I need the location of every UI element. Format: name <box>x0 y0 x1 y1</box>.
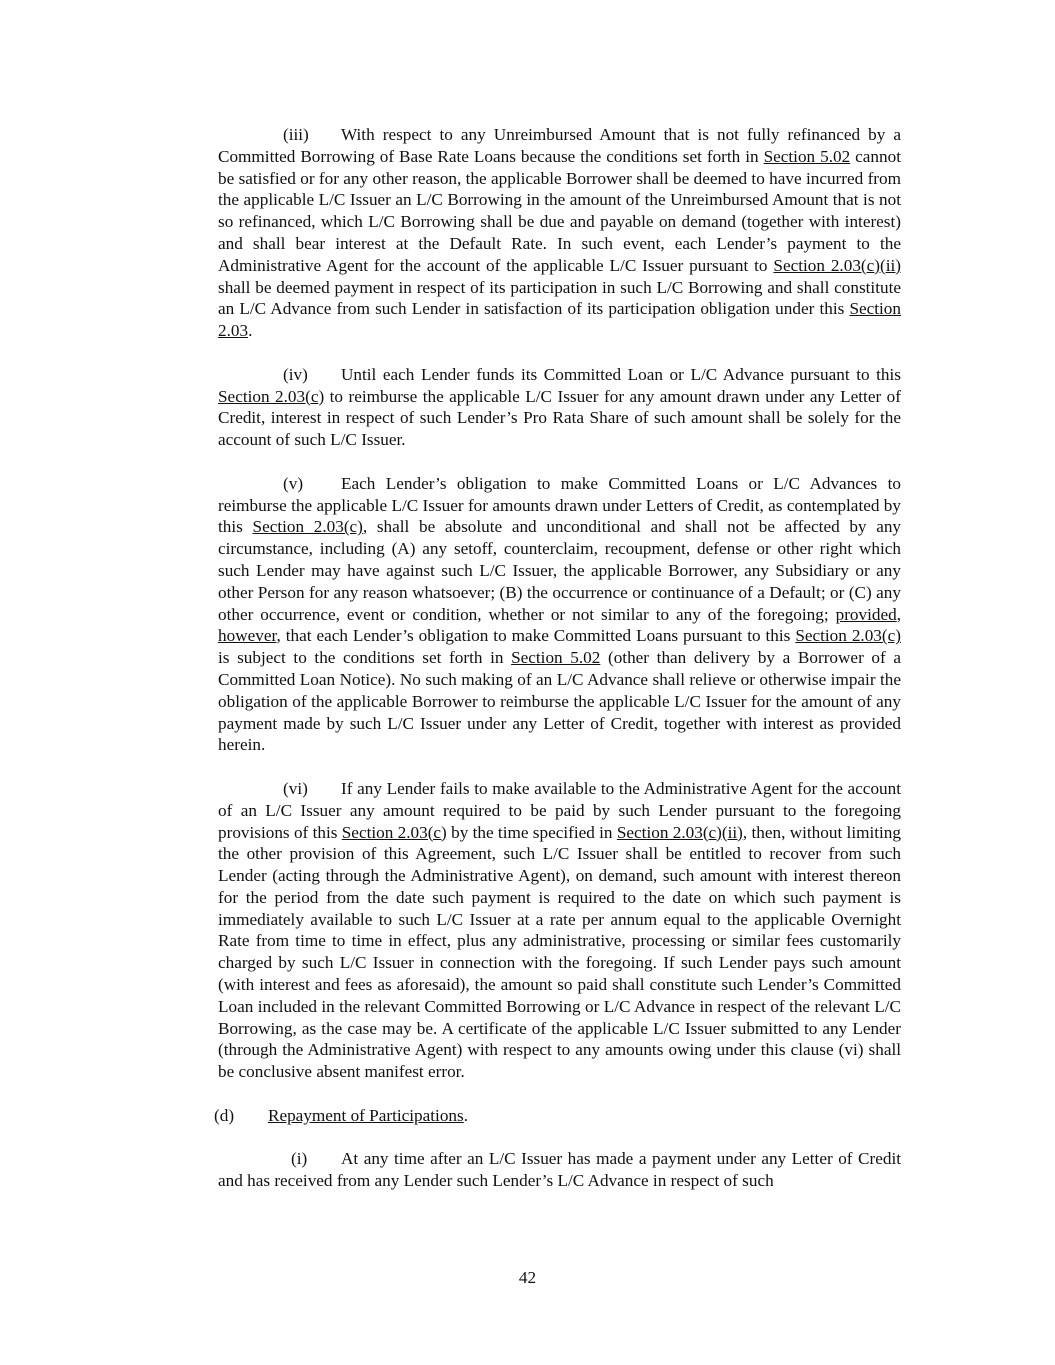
section-number: (d) <box>214 1105 235 1125</box>
paragraph-d-i <box>218 1148 901 1192</box>
paragraph-text: With respect to any Unreimbursed Amount that is not fully refinanced by a Committed Borrowing of Base Rate Loans because the conditions set forth in <box>218 125 901 166</box>
paragraph-text: , shall be absolute and unconditional and shall not be affected by any circumstance, including (A) any setoff, counterclaim, recoupment, defense or other right which such Lender may have against such L/C Issuer, the applicable Borrower, any Subsidiary or any other Person for any reason whatsoever; (B) the occurrence or continuance of a Default; or (C) any other occurrence, event or condition, whether or not similar to any of the foregoing; <box>218 517 902 624</box>
section-reference: Section 2.03(c) <box>252 517 363 537</box>
paragraph-text: shall be deemed payment in respect of its participation in such L/C Borrowing and shall constitute an L/C Advance from such Lender in satisfaction of its participation obligation under this <box>218 277 901 319</box>
paragraph-text: cannot be satisfied or for any other reason, the applicable Borrower shall be deemed to have incurred from the applicable L/C Issuer an L/C Borrowing in the amount of the Unreimbursed Amount that is not so refinanced, which L/C Borrowing shall be due and payable on demand (together with interest) and shall bear interest at the Default Rate. In such event, each Lender’s payment to the Administrative Agent for the account of the applicable L/C Issuer pursuant to <box>218 146 901 275</box>
provided-term: provided <box>835 604 897 624</box>
paragraph-text: Each Lender’s obligation to make Committed Loans or L/C Advances to reimburse the applicable L/C Issuer for amounts drawn under Letters of Credit, as contemplated by this <box>218 473 901 537</box>
paragraph-text: Until each Lender funds its Committed Loan or L/C Advance pursuant to this <box>341 364 901 384</box>
paragraph-text: , that each Lender’s obligation to make Committed Loans pursuant to this <box>276 626 796 646</box>
section-title-period: . <box>463 1105 468 1125</box>
paragraph-text: by the time specified in <box>446 822 617 842</box>
paragraph-number: (i) <box>291 1149 308 1169</box>
paragraph-number: (iii) <box>283 125 309 144</box>
paragraph-text: If any Lender fails to make available to the Administrative Agent for the account of an L/C Issuer any amount required to be paid by such Lender pursuant to the foregoing provisions of this <box>218 778 901 842</box>
paragraph-text: to reimburse the applicable L/C Issuer for any amount drawn under any Letter of Credit, interest in respect of such Lender’s Pro Rata Share of such amount shall be solely for the account of such L/C Issuer. <box>218 386 901 450</box>
section-reference: Section 2.03(c) <box>218 386 325 406</box>
paragraph-text: . <box>248 321 253 341</box>
section-title: Repayment of Participations <box>268 1105 464 1125</box>
paragraph-iv <box>218 364 901 451</box>
section-reference: Section 2.03(c)(ii) <box>616 822 743 842</box>
document-body <box>214 124 902 1214</box>
paragraph-text: At any time after an L/C Issuer has made a payment under any Letter of Credit and has received from any Lender such Lender’s L/C Advance in respect of such <box>218 1149 901 1191</box>
paragraph-number: (v) <box>283 473 304 493</box>
section-reference: Section 5.02 <box>763 146 851 166</box>
paragraph-text: is subject to the conditions set forth in <box>218 648 512 668</box>
paragraph-number: (vi) <box>283 778 308 798</box>
paragraph-number: (iv) <box>283 364 308 384</box>
however-term: however <box>218 626 277 646</box>
paragraph-v <box>218 473 901 756</box>
section-reference: Section 2.03(c) <box>341 822 447 842</box>
section-reference: Section 5.02 <box>511 648 601 668</box>
section-reference: Section 2.03(c) <box>795 626 901 646</box>
paragraph-iii <box>218 124 901 342</box>
paragraph-vi <box>218 778 901 1083</box>
page-number: 42 <box>518 1268 537 1287</box>
paragraph-text: , then, without limiting the other provision of this Agreement, such L/C Issuer shall be entitled to recover from such Lender (acting through the Administrative Agent), on demand, such amount with interest thereon for the period from the date such payment is required to the date on which such payment is immediately available to such L/C Issuer at a rate per annum equal to the applicable Overnight Rate from time to time in effect, plus any administrative, processing or similar fees customarily charged by such L/C Issuer in connection with the foregoing. If such Lender pays such amount (with interest and fees as aforesaid), the amount so paid shall constitute such Lender’s Committed Loan included in the relevant Committed Borrowing or L/C Advance in respect of the relevant L/C Borrowing, as the case may be. A certificate of the applicable L/C Issuer submitted to any Lender (through the Administrative Agent) with respect to any amounts owing under this clause (vi) shall be conclusive absent manifest error. <box>218 822 901 1082</box>
paragraph-text: , <box>896 604 901 624</box>
section-reference: Section 2.03 <box>218 299 901 341</box>
section-heading-d <box>214 1105 897 1127</box>
paragraph-text: (other than delivery by a Borrower of a Committed Loan Notice). No such making of an L/C Advance shall relieve or otherwise impair the obligation of the applicable Borrower to reimburse the applicable L/C Issuer for the amount of any payment made by such L/C Issuer under any Letter of Credit, together with interest as provided herein. <box>218 648 902 755</box>
section-reference: Section 2.03(c)(ii) <box>773 255 901 275</box>
